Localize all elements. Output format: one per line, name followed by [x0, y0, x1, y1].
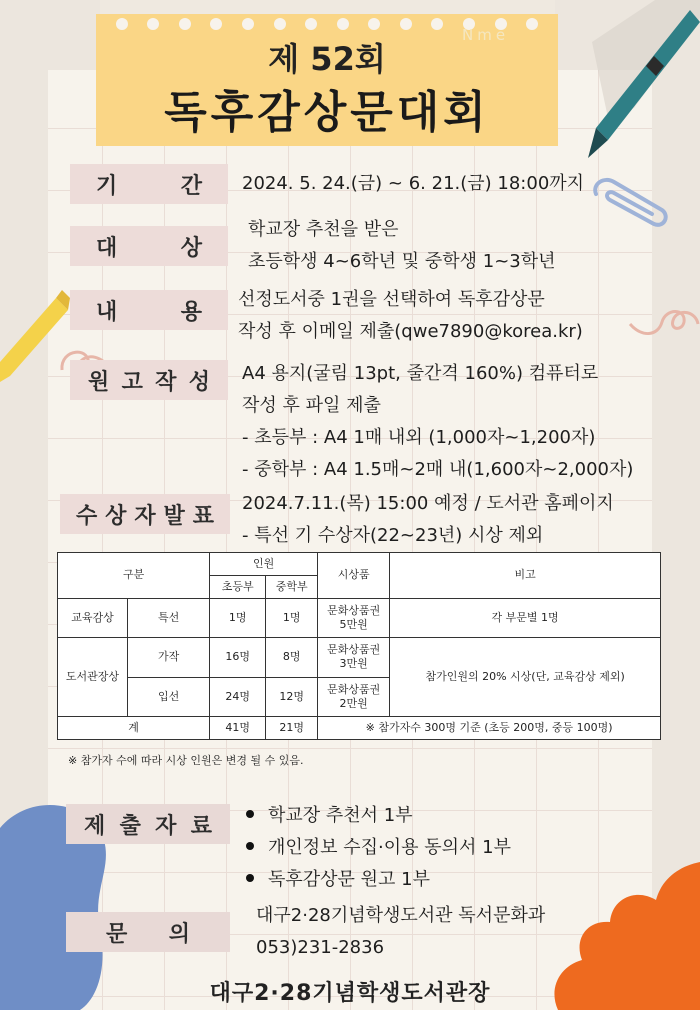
table-cell: 12명 [266, 677, 318, 717]
submission-item: 개인정보 수집·이용 동의서 1부 [246, 834, 511, 862]
table-header-note: 비고 [390, 553, 661, 599]
table-row [58, 553, 661, 576]
table-row [58, 717, 661, 740]
table-cell: 1명 [210, 598, 266, 638]
table-cell: 문화상품권 3만원 [318, 638, 390, 678]
prize-table [57, 552, 661, 740]
manuscript-line-3: - 초등부 : A4 1매 내외 (1,000자~1,200자) [242, 427, 596, 448]
submission-item: 독후감상문 원고 1부 [246, 866, 430, 894]
submission-label: 제 출 자 료 [66, 804, 230, 844]
swirl-decoration-icon [628, 302, 700, 346]
awards-line-1: 2024.7.11.(목) 15:00 예정 / 도서관 홈페이지 [242, 493, 614, 514]
table-cell: 24명 [210, 677, 266, 717]
table-header-category: 구분 [58, 553, 210, 599]
table-header-elementary: 초등부 [210, 575, 266, 598]
table-cell: 문화상품권 5만원 [318, 598, 390, 638]
contest-title: 독후감상문대회 [164, 87, 490, 138]
table-cell: 41명 [210, 717, 266, 740]
content-label: 내 용 [70, 290, 228, 330]
submission-item: 학교장 추천서 1부 [246, 802, 413, 830]
table-header-middle: 중학부 [266, 575, 318, 598]
table-header-prize: 시상품 [318, 553, 390, 599]
table-cell: 21명 [266, 717, 318, 740]
paperclip-icon [588, 172, 672, 242]
awards-label: 수 상 자 발 표 [60, 494, 230, 534]
table-cell: 참가인원의 20% 시상(단, 교육감상 제외) [390, 638, 661, 717]
content-line-1: 선정도서중 1권을 선택하여 독후감상문 [238, 289, 545, 310]
table-cell: 16명 [210, 638, 266, 678]
table-cell: 가작 [128, 638, 210, 678]
awards-line-2: - 특선 기 수상자(22~23년) 시상 제외 [242, 525, 544, 546]
table-cell: 계 [58, 717, 210, 740]
manuscript-label: 원 고 작 성 [70, 360, 228, 400]
inquiry-line-2: 053)231-2836 [256, 937, 385, 958]
name-watermark: Nme [462, 26, 510, 44]
period-label: 기 간 [70, 164, 228, 204]
target-line-1: 학교장 추천을 받은 [248, 219, 399, 240]
table-row [58, 598, 661, 638]
table-cell: 도서관장상 [58, 638, 128, 717]
table-cell: 문화상품권 2만원 [318, 677, 390, 717]
manuscript-line-4: - 중학부 : A4 1.5매~2매 내(1,600자~2,000자) [242, 459, 634, 480]
table-row [58, 638, 661, 678]
table-cell: ※ 참가자수 300명 기준 (초등 200명, 중등 100명) [318, 717, 661, 740]
table-cell: 1명 [266, 598, 318, 638]
organizer-footer: 대구2·28기념학생도서관장 [209, 981, 491, 1006]
contest-edition: 제 52회 [268, 40, 386, 78]
target-line-2: 초등학생 4~6학년 및 중학생 1~3학년 [248, 251, 556, 272]
inquiry-label: 문 의 [66, 912, 230, 952]
table-cell: 8명 [266, 638, 318, 678]
table-cell: 교육감상 [58, 598, 128, 638]
table-cell: 특선 [128, 598, 210, 638]
table-header-people: 인원 [210, 553, 318, 576]
manuscript-line-1: A4 용지(굴림 13pt, 줄간격 160%) 컴퓨터로 [242, 363, 599, 384]
pen-icon [578, 0, 700, 170]
content-line-2: 작성 후 이메일 제출(qwe7890@korea.kr) [238, 321, 583, 342]
target-label: 대 상 [70, 226, 228, 266]
table-cell: 입선 [128, 677, 210, 717]
table-cell: 각 부문별 1명 [390, 598, 661, 638]
table-footnote: ※ 참가자 수에 따라 시상 인원은 변경 될 수 있음. [68, 754, 304, 767]
period-text: 2024. 5. 24.(금) ~ 6. 21.(금) 18:00까지 [242, 173, 585, 194]
manuscript-line-2: 작성 후 파일 제출 [242, 395, 381, 416]
inquiry-line-1: 대구2·28기념학생도서관 독서문화과 [256, 905, 546, 926]
